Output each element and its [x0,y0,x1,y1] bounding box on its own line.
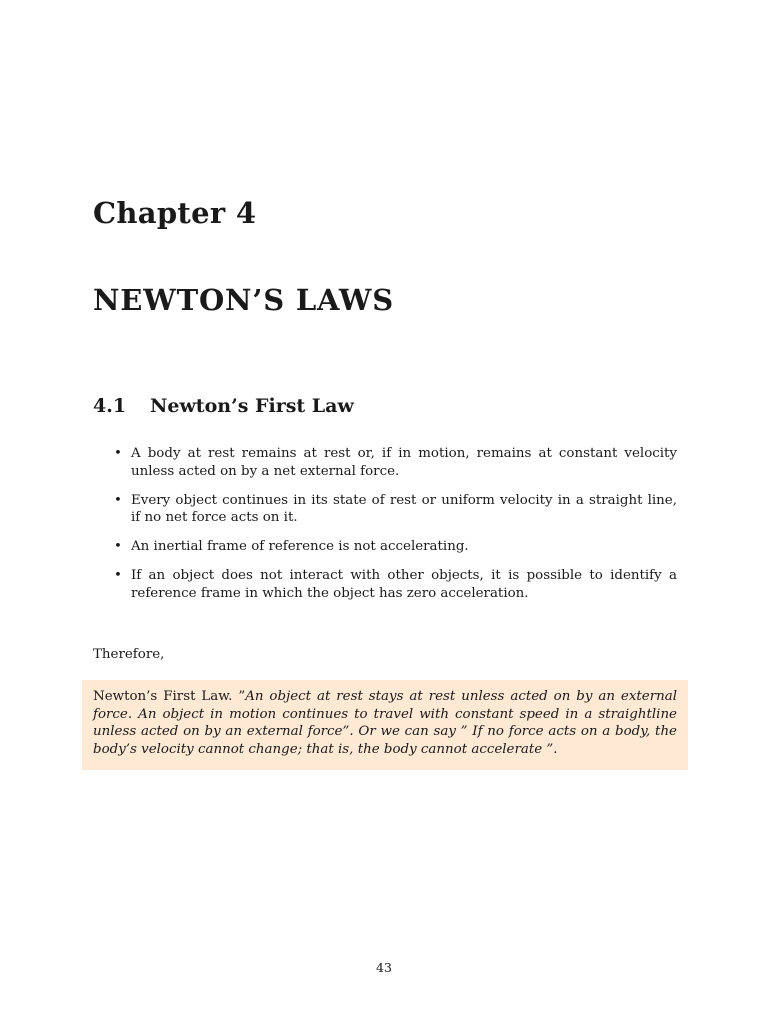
list-item-text: Every object continues in its state of rest or uniform velocity in a straight line, if no net force acts on it. [131,492,677,525]
chapter-label: Chapter 4 [93,196,257,230]
section-heading [93,395,354,417]
section-title: Newton’s First Law [150,395,354,417]
definition-quote: An object at rest stays at rest unless acted on by an external force. An object in motion continues to travel with constant speed in a straightline unless acted on by an external force”. Or we can say ” If no force acts on a body, the body’s velocity cannot change; that is, the body cannot accelerate ”. [93,689,677,757]
bullet-list [113,445,677,614]
bullet-icon: • [114,568,122,583]
bullet-icon: • [114,492,122,508]
bullet-icon: • [114,539,122,554]
bullet-icon: • [114,446,122,461]
list-item [113,492,677,527]
definition-lead: Newton’s First Law. ” [93,689,246,704]
list-item-text: A body at rest remains at rest or, if in motion, remains at constant velocity unless acted on by a net external force. [131,446,677,479]
chapter-title: NEWTON’S LAWS [93,283,395,317]
therefore-text: Therefore, [93,647,165,662]
definition-box [82,680,688,770]
list-item [113,538,677,556]
list-item [113,445,677,480]
list-item [113,567,677,602]
page-number: 43 [376,960,392,975]
section-number: 4.1 [93,395,127,417]
list-item-text: If an object does not interact with other objects, it is possible to identify a reference frame in which the object has zero acceleration. [131,568,677,601]
list-item-text: An inertial frame of reference is not accelerating. [131,539,469,554]
